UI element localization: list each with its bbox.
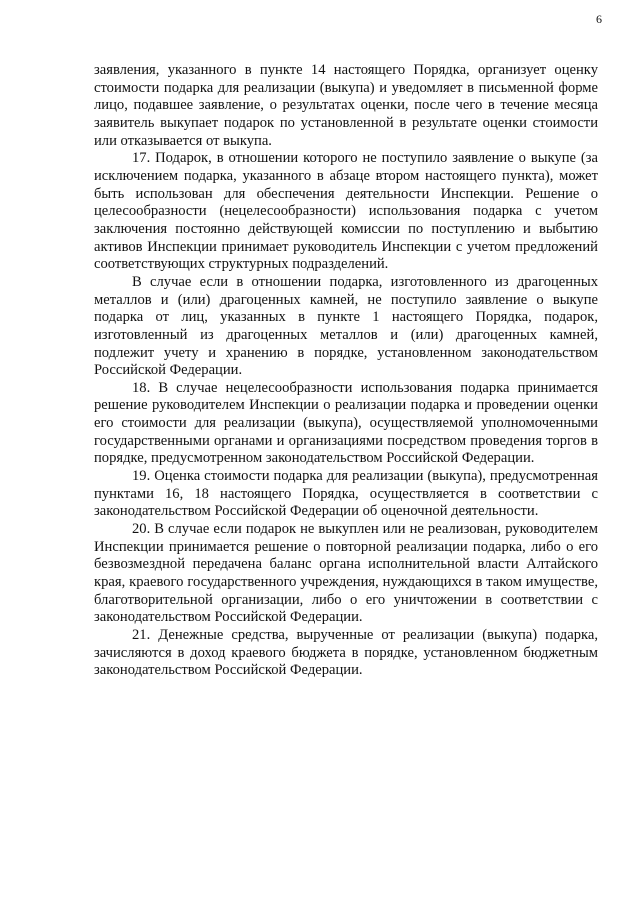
- page-number: 6: [596, 12, 602, 26]
- paragraph-17: 17. Подарок, в отношении которого не поступило заявление о выкупе (за исключением подарка, указанного в абзаце втором настоящего пункта), может быть использован для обеспечения деятельности Инспекции. Решение о целесообразности (нецелесообразности) использования подарка с учетом заключения постоянно действующей комиссии по поступлению и выбытию активов Инспекции принимает руководитель Инспекции с учетом предложений соответствующих структурных подразделений.: [94, 150, 598, 273]
- paragraph-18: 18. В случае нецелесообразности использования подарка принимается решение руководителем Инспекции о реализации подарка и проведении оценки его стоимости для реализации (выкупа), осуществляемой уполномоченными государственными органами и организациями посредством проведения торгов в порядке, предусмотренном законодательством Российской Федерации.: [94, 379, 598, 467]
- paragraph-21: 21. Денежные средства, вырученные от реализации (выкупа) подарка, зачисляются в доход краевого бюджета в порядке, установленном бюджетным законодательством Российской Федерации.: [94, 627, 598, 679]
- paragraph-19: 19. Оценка стоимости подарка для реализации (выкупа), предусмотренная пунктами 16, 18 настоящего Порядка, осуществляется в соответствии с законодательством Российской Федерации об оценочной деятельности.: [94, 468, 598, 520]
- paragraph-20: 20. В случае если подарок не выкуплен или не реализован, руководителем Инспекции принимается решение о повторной реализации подарка, либо о его безвозмездной передачена баланс органа исполнительной власти Алтайского края, краевого государственного учреждения, нуждающихся в таком имуществе, благотворительной организации, либо о его уничтожении в соответствии с законодательством Российской Федерации.: [94, 521, 598, 626]
- paragraph-continuation: заявления, указанного в пункте 14 настоящего Порядка, организует оценку стоимости подарка для реализации (выкупа) и уведомляет в письменной форме лицо, подавшее заявление, о результатах оценки, после чего в течение месяца заявитель выкупает подарок по установленной в результате оценки стоимости или отказывается от выкупа.: [94, 62, 598, 149]
- document-body: [94, 62, 598, 680]
- paragraph-17-precious-metals: В случае если в отношении подарка, изготовленного из драгоценных металлов и (или) драгоценных камней, не поступило заявление о выкупе подарка от лиц, указанных в пункте 1 настоящего Порядка, подарок, изготовленный из драгоценных металлов и (или) драгоценных камней, подлежит учету и хранению в порядке, установленном законодательством Российской Федерации.: [94, 273, 598, 379]
